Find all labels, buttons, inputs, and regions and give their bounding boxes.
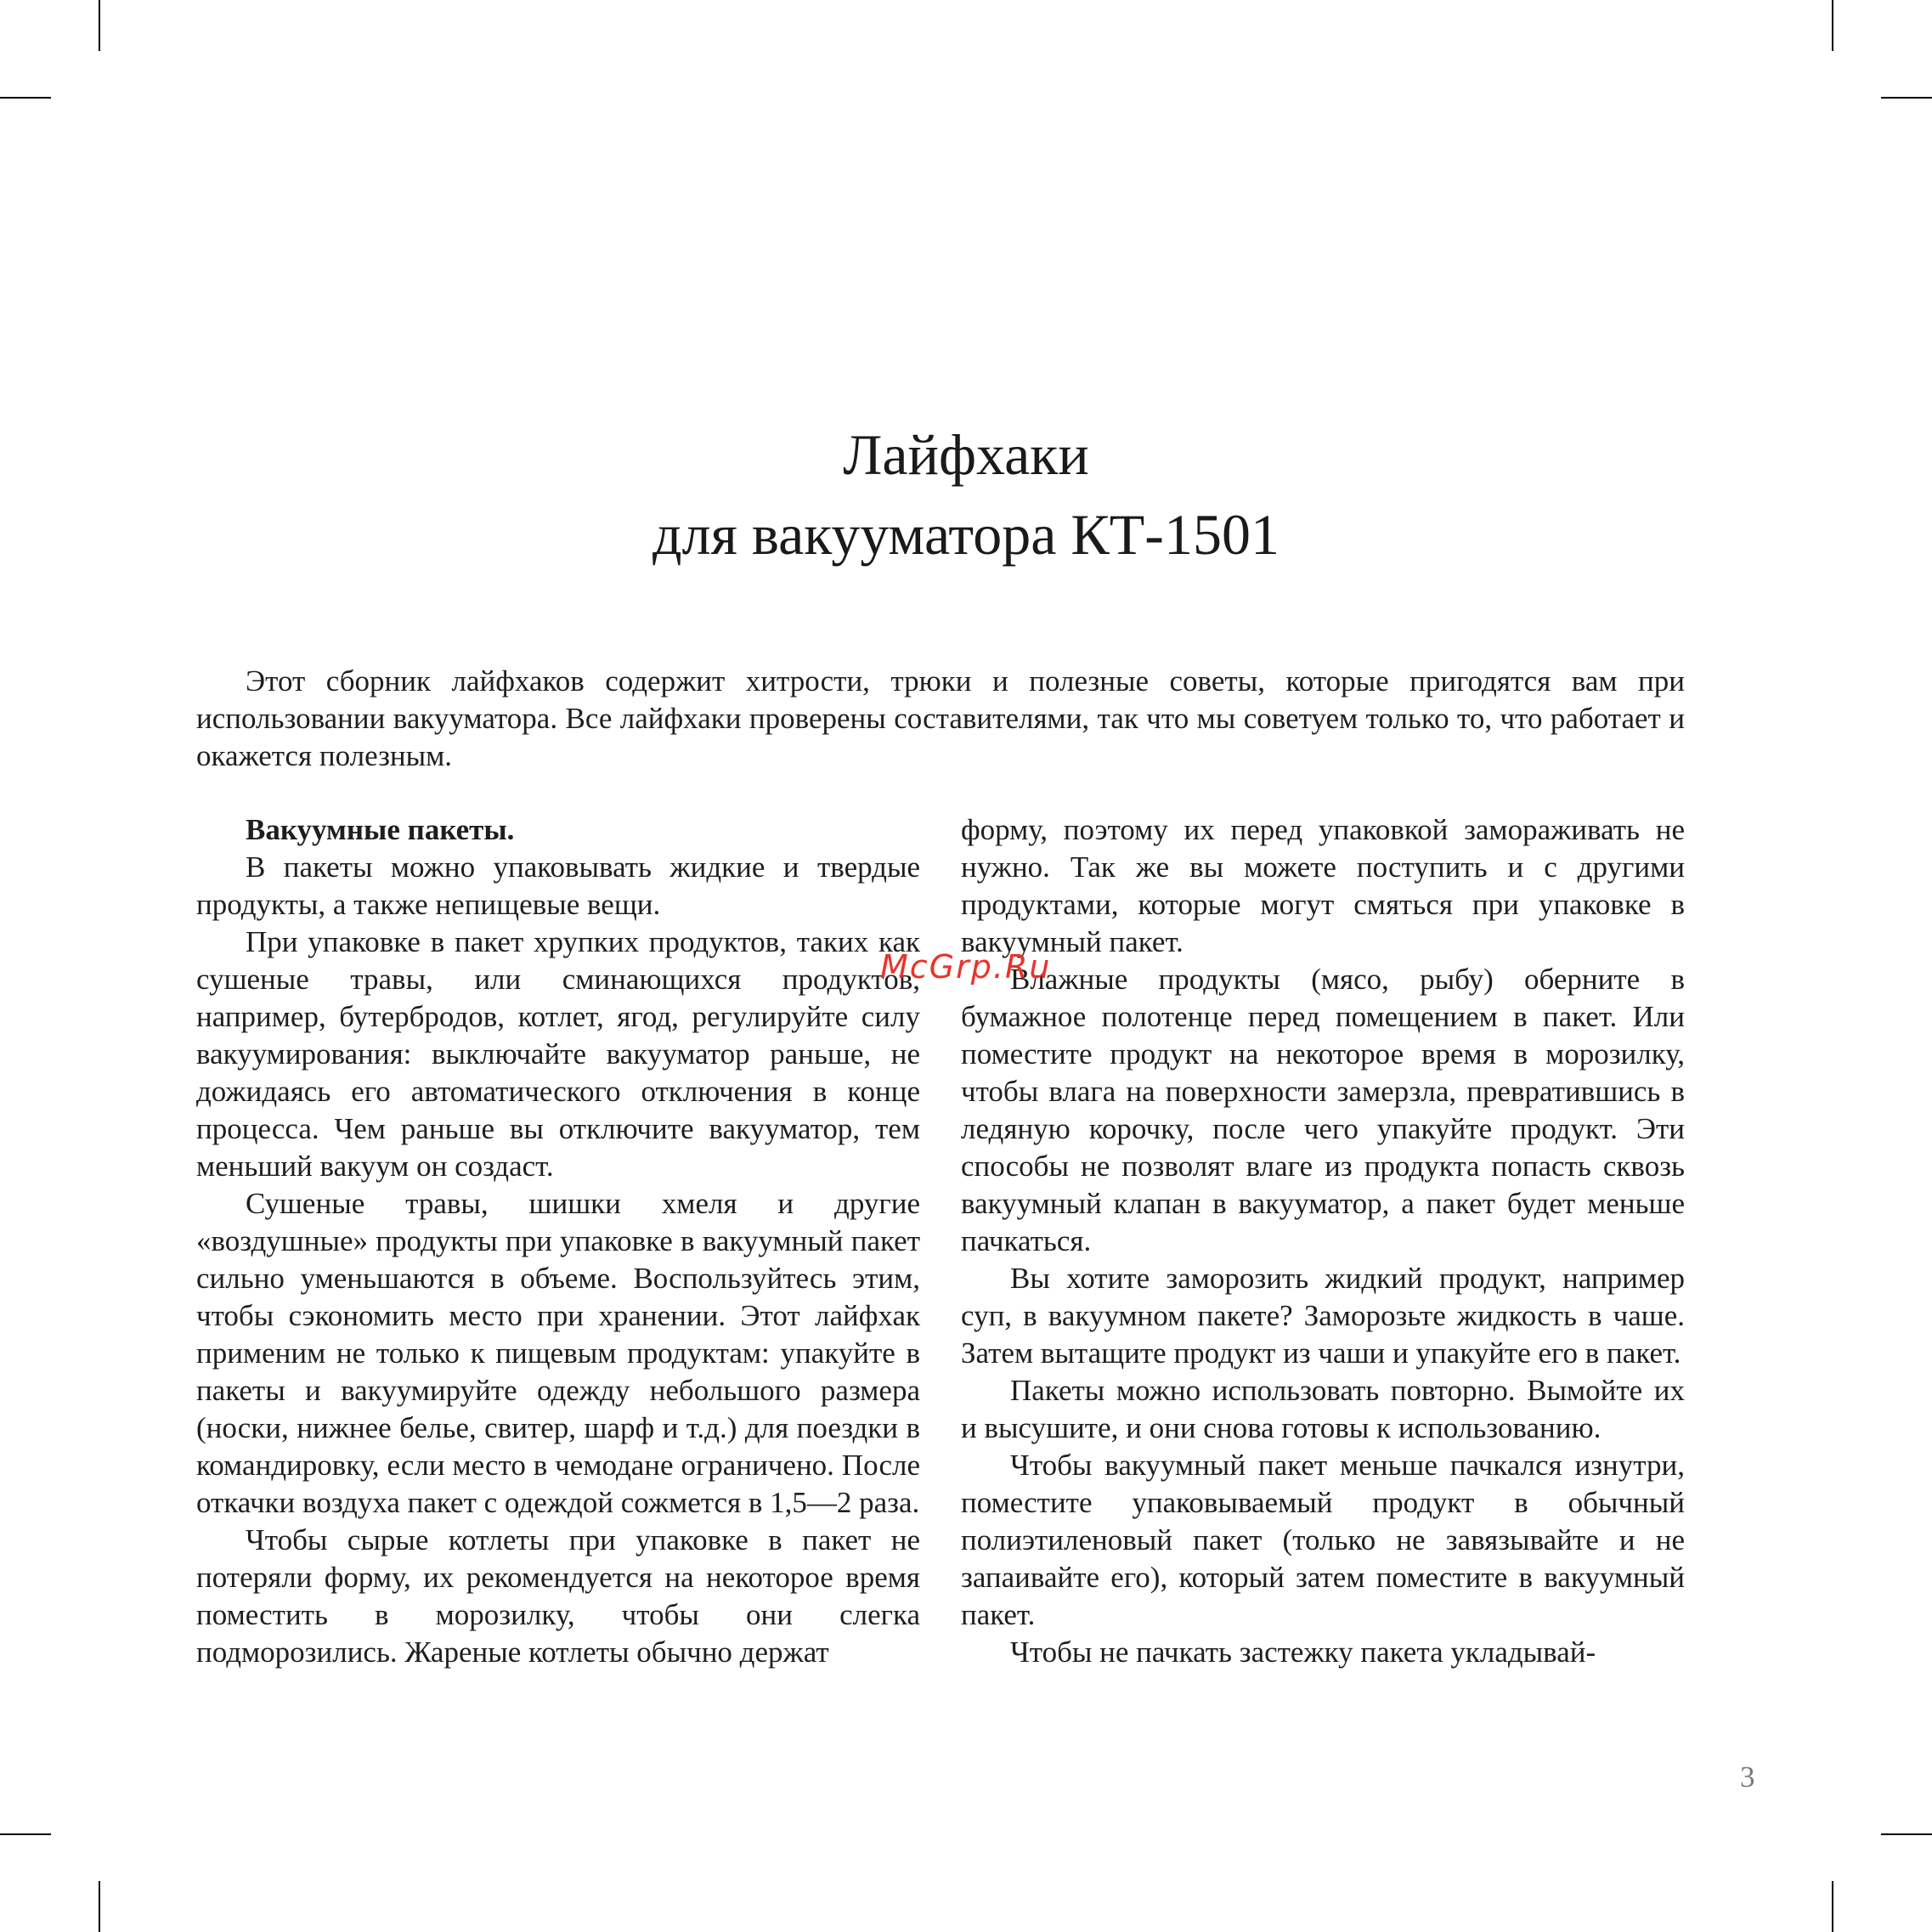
paragraph: Чтобы вакуумный пакет меньше пачкался изнутри, поместите упаковываемый продукт в обычный полиэтиленовый пакет (только не завязывайте и не запаивайте его), который затем поместите в вакуумный пакет. bbox=[961, 1449, 1685, 1631]
title-line-1: Лайфхаки bbox=[843, 422, 1089, 487]
watermark: McGrp.Ru bbox=[880, 948, 1052, 986]
crop-mark-top-left bbox=[0, 97, 51, 99]
intro-block bbox=[196, 663, 1685, 775]
paragraph: Пакеты можно использовать повторно. Вымойте их и высушите, и они снова готовы к использованию. bbox=[961, 1374, 1685, 1444]
crop-mark-bottom-left bbox=[99, 1881, 100, 1932]
crop-mark-top-right bbox=[1881, 97, 1932, 99]
crop-mark-top-left bbox=[99, 0, 100, 51]
left-column bbox=[196, 811, 920, 1671]
page-number: 3 bbox=[1740, 1760, 1755, 1794]
title-line-2: для вакууматора КТ-1501 bbox=[652, 502, 1280, 567]
paragraph: При упаковке в пакет хрупких продуктов, таких как сушеные травы, или сминающихся продуктов, например, бутербродов, котлет, ягод, регулируйте силу вакуумирования: выключайте вакууматор раньше, не дожидаясь его автоматического отключения в конце процесса. Чем раньше вы отключите вакууматор, тем меньший вакуум он создаст. bbox=[196, 925, 920, 1183]
crop-mark-bottom-right bbox=[1881, 1833, 1932, 1835]
crop-mark-bottom-right bbox=[1832, 1881, 1833, 1932]
section-heading: Вакуумные пакеты. bbox=[246, 813, 515, 846]
paragraph: Чтобы сырые котлеты при упаковке в пакет не потеряли форму, их рекомендуется на некоторое время поместить в морозилку, чтобы они слегка подморозились. Жареные котлеты обычно держат bbox=[196, 1523, 920, 1669]
crop-mark-bottom-left bbox=[0, 1833, 51, 1835]
paragraph: Чтобы не пачкать застежку пакета укладывай- bbox=[1010, 1635, 1596, 1669]
paragraph-continuation: форму, поэтому их перед упаковкой замораживать не нужно. Так же вы можете поступить и с другими продуктами, которые могут смяться при упаковке в вакуумный пакет. bbox=[961, 813, 1685, 958]
right-column bbox=[961, 811, 1685, 1671]
intro-paragraph: Этот сборник лайфхаков содержит хитрости, трюки и полезные советы, которые пригодятся вам при использовании вакууматора. Все лайфхаки проверены составителями, так что мы советуем только то, что работает и окажется полезным. bbox=[196, 664, 1685, 772]
paragraph: Влажные продукты (мясо, рыбу) оберните в бумажное полотенце перед помещением в пакет. Или поместите продукт на некоторое время в морозилку, чтобы влага на поверхности замерзла, превратившись в ледяную корочку, после чего упакуйте продукт. Эти способы не позволят влаге из продукта попасть сквозь вакуумный клапан в вакууматор, а пакет будет меньше пачкаться. bbox=[961, 963, 1685, 1257]
paragraph: Сушеные травы, шишки хмеля и другие «воздушные» продукты при упаковке в вакуумный пакет сильно уменьшаются в объеме. Воспользуйтесь этим, чтобы сэкономить место при хранении. Этот лайфхак применим не только к пищевым продуктам: упакуйте в пакеты и вакуумируйте одежду небольшого размера (носки, нижнее белье, свитер, шарф и т.д.) для поездки в командировку, если место в чемодане ограничено. После откачки воздуха пакет с одеждой сожмется в 1,5—2 раза. bbox=[196, 1187, 920, 1519]
crop-mark-top-right bbox=[1832, 0, 1833, 51]
page-title bbox=[0, 415, 1932, 574]
paragraph: В пакеты можно упаковывать жидкие и твердые продукты, а также непищевые вещи. bbox=[196, 850, 920, 921]
paragraph: Вы хотите заморозить жидкий продукт, например суп, в вакуумном пакете? Заморозьте жидкость в чаше. Затем вытащите продукт из чаши и упакуйте его в пакет. bbox=[961, 1262, 1685, 1370]
